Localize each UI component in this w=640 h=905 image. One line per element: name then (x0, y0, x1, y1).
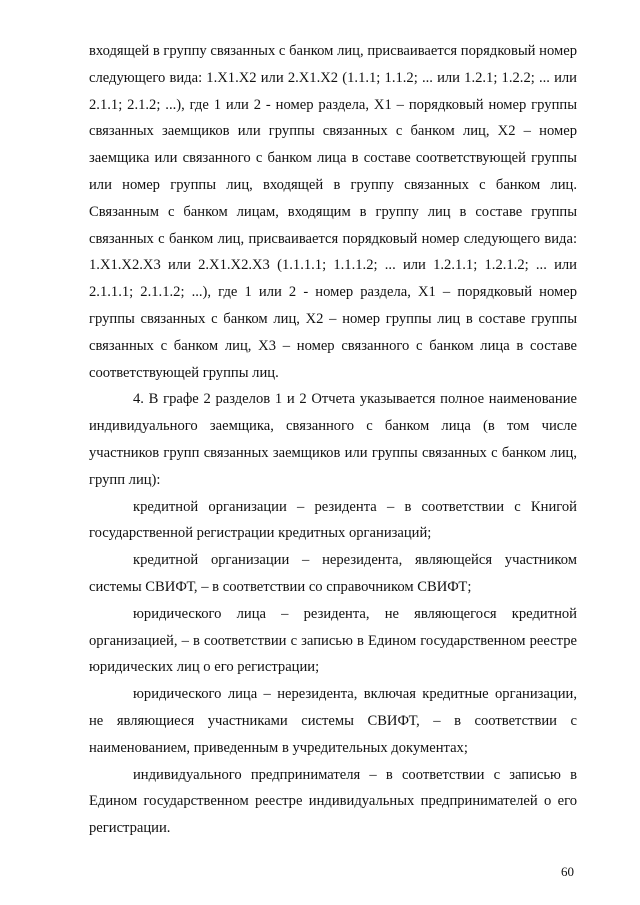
page-number: 60 (561, 864, 574, 879)
document-body (89, 38, 577, 842)
paragraph-individual-entrepreneur: индивидуального предпринимателя – в соответствии с записью в Едином государственном реестре индивидуальных предпринимателей о его регистрации. (89, 766, 577, 837)
paragraph-legal-entity-nonresident: юридического лица – нерезидента, включая кредитные организации, не являющиеся участниками системы СВИФТ, – в соответствии с наименованием, приведенным в учредительных документах; (89, 686, 577, 756)
paragraph-credit-org-resident: кредитной организации – резидента – в соответствии с Книгой государственной регистрации кредитных организаций; (89, 498, 577, 542)
paragraph-legal-entity-resident: юридического лица – резидента, не являющегося кредитной организацией, – в соответствии с записью в Едином государственном реестре юридических лиц о его регистрации; (89, 605, 577, 676)
paragraph-item-4: 4. В графе 2 разделов 1 и 2 Отчета указывается полное наименование индивидуального заемщика, связанного с банком лица (в том числе участников групп связанных заемщиков или группы связанных с банком лиц, групп лиц): (89, 391, 577, 488)
paragraph-continuation: входящей в группу связанных с банком лиц, присваивается порядковый номер следующего вида: 1.Х1.Х2 или 2.Х1.Х2 (1.1.1; 1.1.2; ... или 1.2.1; 1.2.2; ... или 2.1.1; 2.1.2; ...), где 1 или 2 - номер раздела, Х1 – порядковый номер группы связанных заемщиков или группы связанных с банком лиц, Х2 – номер заемщика или связанного с банком лица в составе соответствующей группы или номер группы лиц, входящей в группу связанных с банком лиц. Связанным с банком лицам, входящим в группу лиц в составе группы связанных с банком лиц, присваивается порядковый номер следующего вида: 1.Х1.Х2.Х3 или 2.Х1.Х2.Х3 (1.1.1.1; 1.1.1.2; ... или 1.2.1.1; 1.2.1.2; ... или 2.1.1.1; 2.1.1.2; ...), где 1 или 2 - номер раздела, Х1 – порядковый номер группы связанных с банком лиц, Х2 – номер группы лиц в составе группы связанных с банком лиц, Х3 – номер связанного с банком лица в составе соответствующей группы лиц. (89, 43, 577, 381)
paragraph-credit-org-nonresident: кредитной организации – нерезидента, являющейся участником системы СВИФТ, – в соответствии со справочником СВИФТ; (89, 552, 577, 595)
